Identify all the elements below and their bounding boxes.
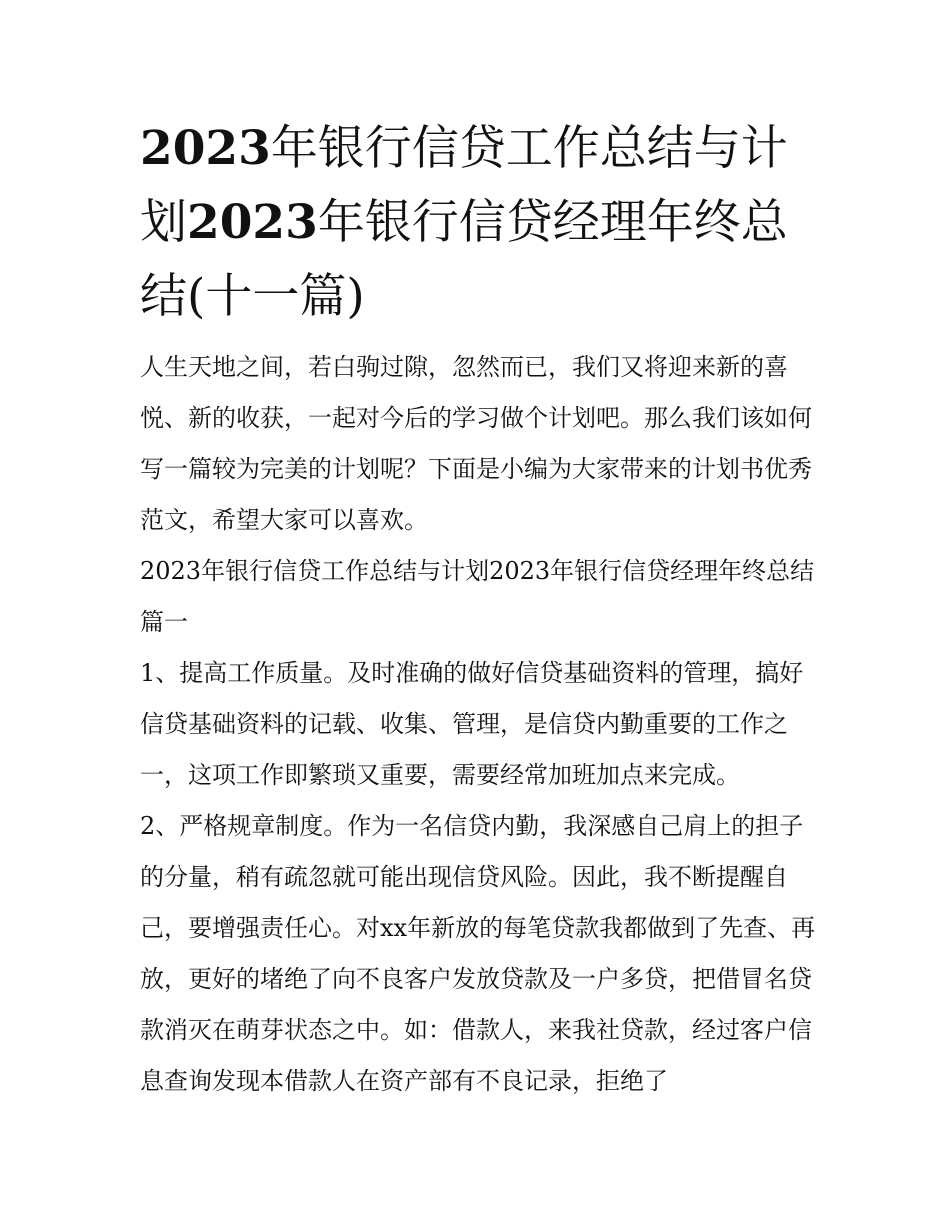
section-heading: 2023年银行信贷工作总结与计划2023年银行信贷经理年终总结篇一 [140,557,815,636]
document-title [140,112,820,334]
title-text-2: 年银行信贷经理年终总结(十一篇) [140,195,788,324]
title-text-1: 年银行信贷工作总结与计划 [140,121,788,250]
intro-paragraph: 人生天地之间，若白驹过隙，忽然而已，我们又将迎来新的喜悦、新的收获，一起对今后的学习做个计划吧。那么我们该如何写一篇较为完美的计划呢？下面是小编为大家带来的计划书优秀范文，希望大家可以喜欢。 [140,353,812,534]
title-year-2: 2023 [187,195,318,250]
paragraph-item-2: 2、严格规章制度。作为一名信贷内勤，我深感自己肩上的担子的分量，稍有疏忽就可能出现信贷风险。因此，我不断提醒自己，要增强责任心。对xx年新放的每笔贷款我都做到了先查、再放，更好的堵绝了向不良客户发放贷款及一户多贷，把借冒名贷款消灭在萌芽状态之中。如：借款人，来我社贷款，经过客户信息查询发现本借款人在资产部有不良记录，拒绝了 [140,812,816,1095]
title-year-1: 2023 [140,121,271,176]
paragraph-item-1: 1、提高工作质量。及时准确的做好信贷基础资料的管理，搞好信贷基础资料的记载、收集、管理，是信贷内勤重要的工作之一，这项工作即繁琐又重要，需要经常加班加点来完成。 [140,659,804,789]
document-content [140,112,820,1107]
